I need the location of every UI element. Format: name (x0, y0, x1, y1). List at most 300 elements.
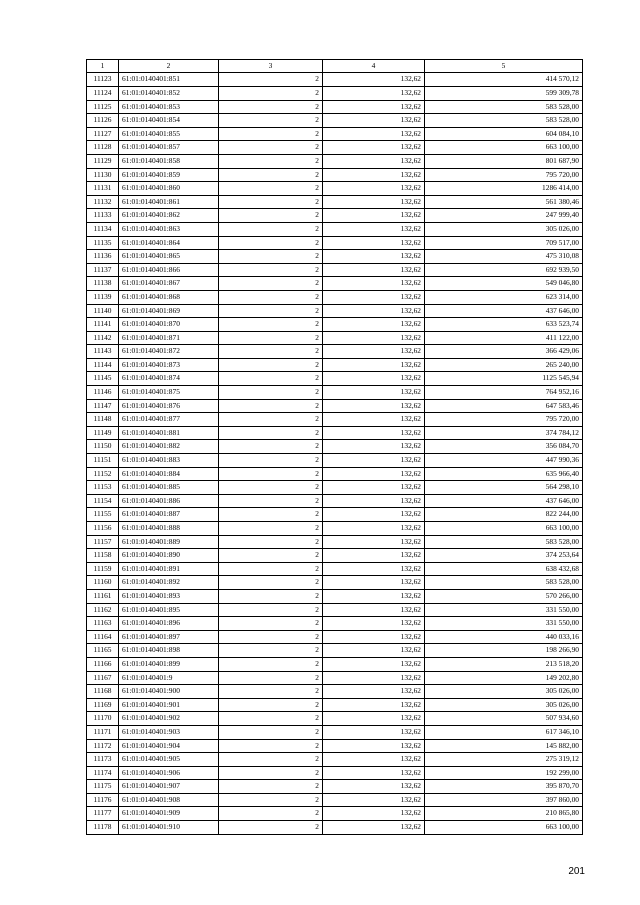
area-value: 132,62 (323, 413, 425, 427)
area-value: 132,62 (323, 698, 425, 712)
cadastral-number: 61:01:0140401:910 (119, 821, 219, 835)
area-value: 132,62 (323, 426, 425, 440)
table-row (87, 127, 583, 141)
row-number: 11139 (87, 290, 119, 304)
cadastral-number: 61:01:0140401:869 (119, 304, 219, 318)
cadastral-number: 61:01:0140401:866 (119, 263, 219, 277)
area-value: 132,62 (323, 236, 425, 250)
area-value: 132,62 (323, 535, 425, 549)
cadastral-number: 61:01:0140401:883 (119, 454, 219, 468)
area-value: 132,62 (323, 685, 425, 699)
cadastral-number: 61:01:0140401:906 (119, 766, 219, 780)
cost-value: 192 299,00 (425, 766, 583, 780)
table-row (87, 494, 583, 508)
row-number: 11174 (87, 766, 119, 780)
row-number: 11154 (87, 494, 119, 508)
zone-code: 2 (219, 807, 323, 821)
cost-value: 663 100,00 (425, 141, 583, 155)
zone-code: 2 (219, 290, 323, 304)
zone-code: 2 (219, 712, 323, 726)
cadastral-number: 61:01:0140401:897 (119, 630, 219, 644)
zone-code: 2 (219, 494, 323, 508)
zone-code: 2 (219, 87, 323, 101)
cadastral-number: 61:01:0140401:874 (119, 372, 219, 386)
cadastral-number: 61:01:0140401:909 (119, 807, 219, 821)
row-number: 11159 (87, 562, 119, 576)
row-number: 11136 (87, 250, 119, 264)
zone-code: 2 (219, 508, 323, 522)
cost-value: 647 583,46 (425, 399, 583, 413)
table-row (87, 250, 583, 264)
area-value: 132,62 (323, 250, 425, 264)
cadastral-number: 61:01:0140401:904 (119, 739, 219, 753)
cost-value: 437 646,00 (425, 304, 583, 318)
row-number: 11165 (87, 644, 119, 658)
row-number: 11126 (87, 114, 119, 128)
row-number: 11132 (87, 195, 119, 209)
table-row (87, 685, 583, 699)
cadastral-number: 61:01:0140401:888 (119, 522, 219, 536)
cadastral-number: 61:01:0140401:854 (119, 114, 219, 128)
area-value: 132,62 (323, 644, 425, 658)
table-row (87, 141, 583, 155)
row-number: 11128 (87, 141, 119, 155)
cadastral-number: 61:01:0140401:882 (119, 440, 219, 454)
cost-value: 635 966,40 (425, 467, 583, 481)
cost-value: 583 528,00 (425, 114, 583, 128)
table-row (87, 562, 583, 576)
cadastral-number: 61:01:0140401:902 (119, 712, 219, 726)
zone-code: 2 (219, 182, 323, 196)
cost-value: 583 528,00 (425, 576, 583, 590)
table-row (87, 100, 583, 114)
table-row (87, 222, 583, 236)
zone-code: 2 (219, 263, 323, 277)
table-row (87, 345, 583, 359)
table-header-row (87, 60, 583, 73)
cadastral-number: 61:01:0140401:859 (119, 168, 219, 182)
cost-value: 599 309,78 (425, 87, 583, 101)
cost-value: 561 380,46 (425, 195, 583, 209)
row-number: 11170 (87, 712, 119, 726)
table-row (87, 399, 583, 413)
zone-code: 2 (219, 766, 323, 780)
zone-code: 2 (219, 100, 323, 114)
area-value: 132,62 (323, 222, 425, 236)
cadastral-number: 61:01:0140401:864 (119, 236, 219, 250)
area-value: 132,62 (323, 277, 425, 291)
area-value: 132,62 (323, 549, 425, 563)
zone-code: 2 (219, 195, 323, 209)
cost-value: 633 523,74 (425, 318, 583, 332)
area-value: 132,62 (323, 725, 425, 739)
table-row (87, 358, 583, 372)
row-number: 11133 (87, 209, 119, 223)
area-value: 132,62 (323, 821, 425, 835)
area-value: 132,62 (323, 290, 425, 304)
cadastral-number: 61:01:0140401:872 (119, 345, 219, 359)
cost-value: 414 570,12 (425, 73, 583, 87)
zone-code: 2 (219, 154, 323, 168)
cadastral-number: 61:01:0140401:852 (119, 87, 219, 101)
zone-code: 2 (219, 589, 323, 603)
row-number: 11169 (87, 698, 119, 712)
cost-value: 356 084,70 (425, 440, 583, 454)
table-row (87, 467, 583, 481)
area-value: 132,62 (323, 195, 425, 209)
cadastral-number: 61:01:0140401:863 (119, 222, 219, 236)
area-value: 132,62 (323, 589, 425, 603)
area-value: 132,62 (323, 345, 425, 359)
table-row (87, 426, 583, 440)
area-value: 132,62 (323, 522, 425, 536)
area-value: 132,62 (323, 73, 425, 87)
table-row (87, 168, 583, 182)
table-row (87, 87, 583, 101)
row-number: 11177 (87, 807, 119, 821)
zone-code: 2 (219, 630, 323, 644)
cost-value: 374 784,12 (425, 426, 583, 440)
zone-code: 2 (219, 331, 323, 345)
row-number: 11172 (87, 739, 119, 753)
row-number: 11175 (87, 780, 119, 794)
area-value: 132,62 (323, 263, 425, 277)
zone-code: 2 (219, 780, 323, 794)
area-value: 132,62 (323, 168, 425, 182)
cadastral-number: 61:01:0140401:885 (119, 481, 219, 495)
cadastral-number: 61:01:0140401:858 (119, 154, 219, 168)
cadastral-number: 61:01:0140401:876 (119, 399, 219, 413)
cost-value: 210 865,80 (425, 807, 583, 821)
area-value: 132,62 (323, 712, 425, 726)
cost-value: 663 100,00 (425, 522, 583, 536)
cost-value: 709 517,00 (425, 236, 583, 250)
row-number: 11157 (87, 535, 119, 549)
cost-value: 623 314,00 (425, 290, 583, 304)
cost-value: 145 882,00 (425, 739, 583, 753)
row-number: 11152 (87, 467, 119, 481)
table-row (87, 195, 583, 209)
area-value: 132,62 (323, 766, 425, 780)
cadastral-number: 61:01:0140401:868 (119, 290, 219, 304)
cost-value: 795 720,00 (425, 168, 583, 182)
cadastral-number: 61:01:0140401:898 (119, 644, 219, 658)
table-row (87, 589, 583, 603)
area-value: 132,62 (323, 440, 425, 454)
cadastral-number: 61:01:0140401:899 (119, 657, 219, 671)
zone-code: 2 (219, 603, 323, 617)
zone-code: 2 (219, 141, 323, 155)
row-number: 11153 (87, 481, 119, 495)
table-row (87, 236, 583, 250)
table-row (87, 440, 583, 454)
table-row (87, 182, 583, 196)
table-row (87, 73, 583, 87)
area-value: 132,62 (323, 209, 425, 223)
zone-code: 2 (219, 562, 323, 576)
zone-code: 2 (219, 209, 323, 223)
area-value: 132,62 (323, 372, 425, 386)
row-number: 11162 (87, 603, 119, 617)
cost-value: 305 026,00 (425, 698, 583, 712)
table-row (87, 753, 583, 767)
cost-value: 265 240,00 (425, 358, 583, 372)
cadastral-number: 61:01:0140401:857 (119, 141, 219, 155)
row-number: 11141 (87, 318, 119, 332)
table-row (87, 372, 583, 386)
cadastral-number: 61:01:0140401:865 (119, 250, 219, 264)
cadastral-number: 61:01:0140401:903 (119, 725, 219, 739)
area-value: 132,62 (323, 630, 425, 644)
table-row (87, 712, 583, 726)
table-row (87, 725, 583, 739)
cadastral-number: 61:01:0140401:870 (119, 318, 219, 332)
cost-value: 663 100,00 (425, 821, 583, 835)
zone-code: 2 (219, 236, 323, 250)
area-value: 132,62 (323, 671, 425, 685)
row-number: 11138 (87, 277, 119, 291)
cadastral-number: 61:01:0140401:896 (119, 617, 219, 631)
zone-code: 2 (219, 698, 323, 712)
zone-code: 2 (219, 549, 323, 563)
cost-value: 1286 414,00 (425, 182, 583, 196)
row-number: 11176 (87, 793, 119, 807)
zone-code: 2 (219, 644, 323, 658)
row-number: 11125 (87, 100, 119, 114)
table-row (87, 821, 583, 835)
zone-code: 2 (219, 127, 323, 141)
area-value: 132,62 (323, 100, 425, 114)
zone-code: 2 (219, 522, 323, 536)
zone-code: 2 (219, 304, 323, 318)
zone-code: 2 (219, 617, 323, 631)
row-number: 11144 (87, 358, 119, 372)
row-number: 11131 (87, 182, 119, 196)
cost-value: 447 990,36 (425, 454, 583, 468)
row-number: 11168 (87, 685, 119, 699)
zone-code: 2 (219, 454, 323, 468)
cost-value: 440 033,16 (425, 630, 583, 644)
area-value: 132,62 (323, 114, 425, 128)
column-header-5: 5 (425, 60, 583, 73)
zone-code: 2 (219, 481, 323, 495)
table-row (87, 535, 583, 549)
row-number: 11173 (87, 753, 119, 767)
table-row (87, 617, 583, 631)
table-row (87, 644, 583, 658)
cadastral-number: 61:01:0140401:900 (119, 685, 219, 699)
table-row (87, 630, 583, 644)
row-number: 11155 (87, 508, 119, 522)
table-row (87, 698, 583, 712)
row-number: 11150 (87, 440, 119, 454)
zone-code: 2 (219, 168, 323, 182)
table-row (87, 576, 583, 590)
zone-code: 2 (219, 821, 323, 835)
area-value: 132,62 (323, 481, 425, 495)
cost-value: 795 720,00 (425, 413, 583, 427)
cadastral-number: 61:01:0140401:908 (119, 793, 219, 807)
cost-value: 801 687,90 (425, 154, 583, 168)
cadastral-number: 61:01:0140401:873 (119, 358, 219, 372)
area-value: 132,62 (323, 807, 425, 821)
table-row (87, 318, 583, 332)
cost-value: 275 319,12 (425, 753, 583, 767)
area-value: 132,62 (323, 793, 425, 807)
area-value: 132,62 (323, 780, 425, 794)
cadastral-number: 61:01:0140401:892 (119, 576, 219, 590)
row-number: 11143 (87, 345, 119, 359)
cadastral-number: 61:01:0140401:871 (119, 331, 219, 345)
row-number: 11130 (87, 168, 119, 182)
area-value: 132,62 (323, 603, 425, 617)
area-value: 132,62 (323, 562, 425, 576)
area-value: 132,62 (323, 467, 425, 481)
cost-value: 822 244,00 (425, 508, 583, 522)
row-number: 11142 (87, 331, 119, 345)
cost-value: 397 860,00 (425, 793, 583, 807)
row-number: 11178 (87, 821, 119, 835)
cost-value: 366 429,06 (425, 345, 583, 359)
row-number: 11134 (87, 222, 119, 236)
area-value: 132,62 (323, 141, 425, 155)
area-value: 132,62 (323, 304, 425, 318)
row-number: 11124 (87, 87, 119, 101)
cadastral-number: 61:01:0140401:895 (119, 603, 219, 617)
table-row (87, 114, 583, 128)
cost-value: 149 202,80 (425, 671, 583, 685)
cost-value: 331 550,00 (425, 603, 583, 617)
zone-code: 2 (219, 793, 323, 807)
table-row (87, 277, 583, 291)
cadastral-number: 61:01:0140401:890 (119, 549, 219, 563)
zone-code: 2 (219, 372, 323, 386)
table-row (87, 290, 583, 304)
row-number: 11123 (87, 73, 119, 87)
zone-code: 2 (219, 535, 323, 549)
row-number: 11147 (87, 399, 119, 413)
cadastral-number: 61:01:0140401:901 (119, 698, 219, 712)
cadastral-number: 61:01:0140401:862 (119, 209, 219, 223)
cost-value: 411 122,00 (425, 331, 583, 345)
zone-code: 2 (219, 467, 323, 481)
row-number: 11148 (87, 413, 119, 427)
table-row (87, 304, 583, 318)
cost-value: 764 952,16 (425, 386, 583, 400)
cost-value: 305 026,00 (425, 685, 583, 699)
zone-code: 2 (219, 277, 323, 291)
cost-value: 507 934,60 (425, 712, 583, 726)
cadastral-number: 61:01:0140401:861 (119, 195, 219, 209)
area-value: 132,62 (323, 508, 425, 522)
area-value: 132,62 (323, 576, 425, 590)
table-row (87, 154, 583, 168)
area-value: 132,62 (323, 399, 425, 413)
zone-code: 2 (219, 725, 323, 739)
area-value: 132,62 (323, 127, 425, 141)
zone-code: 2 (219, 413, 323, 427)
row-number: 11167 (87, 671, 119, 685)
cost-value: 604 084,10 (425, 127, 583, 141)
area-value: 132,62 (323, 494, 425, 508)
cadastral-number: 61:01:0140401:855 (119, 127, 219, 141)
cost-value: 247 999,40 (425, 209, 583, 223)
cadastral-number: 61:01:0140401:877 (119, 413, 219, 427)
table-row (87, 549, 583, 563)
zone-code: 2 (219, 685, 323, 699)
table-row (87, 331, 583, 345)
area-value: 132,62 (323, 454, 425, 468)
row-number: 11156 (87, 522, 119, 536)
row-number: 11171 (87, 725, 119, 739)
cost-value: 198 266,90 (425, 644, 583, 658)
zone-code: 2 (219, 345, 323, 359)
table-row (87, 209, 583, 223)
cadastral-number: 61:01:0140401:860 (119, 182, 219, 196)
zone-code: 2 (219, 73, 323, 87)
area-value: 132,62 (323, 657, 425, 671)
area-value: 132,62 (323, 358, 425, 372)
cost-value: 331 550,00 (425, 617, 583, 631)
column-header-1: 1 (87, 60, 119, 73)
cost-value: 374 253,64 (425, 549, 583, 563)
area-value: 132,62 (323, 331, 425, 345)
cost-value: 583 528,00 (425, 535, 583, 549)
cost-value: 395 870,70 (425, 780, 583, 794)
cadastral-number: 61:01:0140401:9 (119, 671, 219, 685)
table-row (87, 508, 583, 522)
cost-value: 638 432,68 (425, 562, 583, 576)
table-row (87, 739, 583, 753)
row-number: 11140 (87, 304, 119, 318)
zone-code: 2 (219, 386, 323, 400)
row-number: 11158 (87, 549, 119, 563)
row-number: 11160 (87, 576, 119, 590)
cadastral-number: 61:01:0140401:889 (119, 535, 219, 549)
table-row (87, 263, 583, 277)
zone-code: 2 (219, 358, 323, 372)
cadastral-number: 61:01:0140401:881 (119, 426, 219, 440)
column-header-4: 4 (323, 60, 425, 73)
cost-value: 1125 545,94 (425, 372, 583, 386)
row-number: 11137 (87, 263, 119, 277)
cadastral-number: 61:01:0140401:887 (119, 508, 219, 522)
row-number: 11145 (87, 372, 119, 386)
cadastral-number: 61:01:0140401:867 (119, 277, 219, 291)
zone-code: 2 (219, 318, 323, 332)
zone-code: 2 (219, 657, 323, 671)
cadastral-number: 61:01:0140401:875 (119, 386, 219, 400)
cadastral-number: 61:01:0140401:891 (119, 562, 219, 576)
cadastral-number: 61:01:0140401:905 (119, 753, 219, 767)
table-row (87, 657, 583, 671)
zone-code: 2 (219, 250, 323, 264)
zone-code: 2 (219, 753, 323, 767)
table-row (87, 766, 583, 780)
cadastral-number: 61:01:0140401:851 (119, 73, 219, 87)
row-number: 11151 (87, 454, 119, 468)
table-row (87, 413, 583, 427)
cadastral-number: 61:01:0140401:853 (119, 100, 219, 114)
area-value: 132,62 (323, 617, 425, 631)
column-header-2: 2 (119, 60, 219, 73)
row-number: 11163 (87, 617, 119, 631)
zone-code: 2 (219, 739, 323, 753)
zone-code: 2 (219, 426, 323, 440)
area-value: 132,62 (323, 318, 425, 332)
cadastral-number: 61:01:0140401:884 (119, 467, 219, 481)
zone-code: 2 (219, 222, 323, 236)
